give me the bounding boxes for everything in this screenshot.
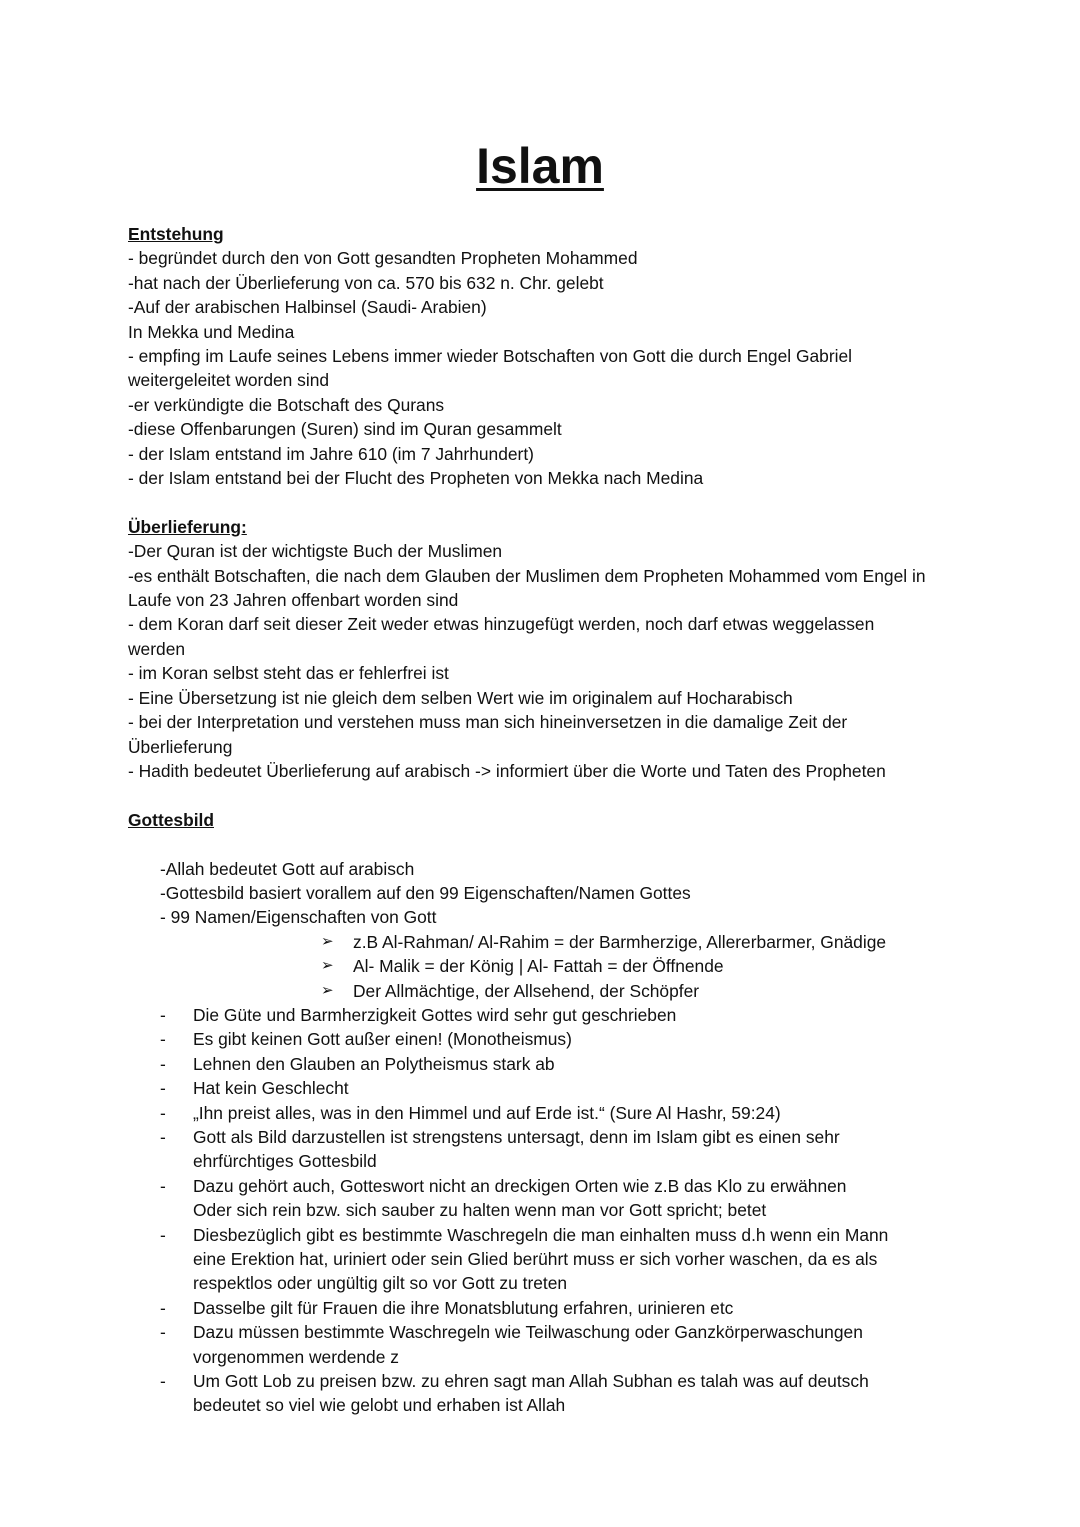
- text-line: -hat nach der Überlieferung von ca. 570 bis 632 n. Chr. gelebt: [128, 272, 604, 293]
- dash-list-text: Die Güte und Barmherzigkeit Gottes wird sehr gut geschrieben: [193, 1004, 677, 1025]
- dash-list-item: [128, 1076, 958, 1100]
- dash-list-text: Es gibt keinen Gott außer einen! (Monotheismus): [193, 1029, 572, 1050]
- document-body: [128, 222, 958, 1442]
- dash-bullet: -: [160, 1322, 166, 1343]
- arrow-list-text: Der Allmächtige, der Allsehend, der Schöpfer: [353, 980, 700, 1001]
- dash-list-text: Gott als Bild darzustellen ist strengstens untersagt, denn im Islam gibt es einen sehr ehrfürchtiges Gottesbild: [193, 1126, 840, 1172]
- dash-list-text: „Ihn preist alles, was in den Himmel und auf Erde ist.“ (Sure Al Hashr, 59:24): [193, 1102, 781, 1123]
- arrow-list-item: [128, 979, 958, 1003]
- text-line: - im Koran selbst steht das er fehlerfrei ist: [128, 663, 449, 684]
- dash-bullet: -: [160, 1297, 166, 1318]
- text-line: -diese Offenbarungen (Suren) sind im Quran gesammelt: [128, 419, 562, 440]
- text-line: -Der Quran ist der wichtigste Buch der Muslimen: [128, 541, 503, 562]
- dash-list-item: [128, 1027, 958, 1051]
- dash-list-item: [128, 1101, 958, 1125]
- dash-bullet: -: [160, 1102, 166, 1123]
- dash-list-text: Dazu gehört auch, Gotteswort nicht an dreckigen Orten wie z.B das Klo zu erwähnen Oder sich rein bzw. sich sauber zu halten wenn man vor Gott spricht; betet: [193, 1175, 847, 1221]
- text-line: - Hadith bedeutet Überlieferung auf arabisch -> informiert über die Worte und Taten des Propheten: [128, 760, 886, 781]
- arrow-bullet-icon: ➢: [321, 957, 334, 975]
- dash-bullet: -: [160, 1126, 166, 1147]
- page-title-text: Islam: [476, 138, 604, 194]
- dash-list-text: Dasselbe gilt für Frauen die ihre Monatsblutung erfahren, urinieren etc: [193, 1297, 734, 1318]
- dash-list-text: Um Gott Lob zu preisen bzw. zu ehren sagt man Allah Subhan es talah was auf deutsch bedeutet so viel wie gelobt und erhaben ist Allah: [193, 1371, 869, 1416]
- text-line: - begründet durch den von Gott gesandten Propheten Mohammed: [128, 248, 638, 269]
- dash-list-item: [128, 1125, 873, 1174]
- dash-bullet: -: [160, 1004, 166, 1025]
- arrow-bullet-icon: ➢: [321, 932, 334, 950]
- dash-list-item: [128, 1296, 958, 1320]
- arrow-list-text: z.B Al-Rahman/ Al-Rahim = der Barmherzige, Allererbarmer, Gnädige: [353, 931, 887, 952]
- dash-bullet: -: [160, 1175, 166, 1196]
- text-line: -Allah bedeutet Gott auf arabisch: [160, 858, 415, 879]
- text-line: -Auf der arabischen Halbinsel (Saudi- Arabien): [128, 297, 487, 318]
- text-line: - bei der Interpretation und verstehen muss man sich hineinversetzen in die damalige Zeit der Überlieferung: [128, 712, 848, 757]
- dash-list-item: [128, 1369, 898, 1418]
- dash-list-item: [128, 1052, 958, 1076]
- dash-list-text: Dazu müssen bestimmte Waschregeln wie Teilwaschung oder Ganzkörperwaschungen vorgenommen werdende z: [193, 1322, 863, 1367]
- text-line: - 99 Namen/Eigenschaften von Gott: [160, 907, 437, 928]
- text-line: -Gottesbild basiert vorallem auf den 99 Eigenschaften/Namen Gottes: [160, 882, 691, 903]
- text-line: In Mekka und Medina: [128, 321, 295, 342]
- dash-bullet: -: [160, 1371, 166, 1392]
- section-entstehung: [128, 222, 958, 490]
- arrow-list-text: Al- Malik = der König | Al- Fattah = der Öffnende: [353, 956, 724, 977]
- dash-list-item: [128, 1320, 898, 1369]
- arrow-list-item: [128, 954, 958, 978]
- section-heading: Überlieferung:: [128, 516, 247, 537]
- dash-list-item: [128, 1003, 958, 1027]
- section-heading: Gottesbild: [128, 809, 214, 830]
- text-line: - dem Koran darf seit dieser Zeit weder etwas hinzugefügt werden, noch darf etwas weggelassen werden: [128, 614, 875, 659]
- dash-bullet: -: [160, 1224, 166, 1245]
- page-title: [0, 136, 1080, 196]
- dash-list-item: [128, 1174, 883, 1223]
- text-line: - der Islam entstand im Jahre 610 (im 7 Jahrhundert): [128, 443, 534, 464]
- dash-bullet: -: [160, 1029, 166, 1050]
- arrow-bullet-icon: ➢: [321, 981, 334, 999]
- text-line: -es enthält Botschaften, die nach dem Glauben der Muslimen dem Propheten Mohammed vom Engel in Laufe von 23 Jahren offenbart worden sind: [128, 565, 926, 611]
- dash-list-text: Hat kein Geschlecht: [193, 1078, 349, 1099]
- text-line: - empfing im Laufe seines Lebens immer wieder Botschaften von Gott die durch Engel Gabriel weitergeleitet worden sind: [128, 346, 853, 391]
- dash-bullet: -: [160, 1053, 166, 1074]
- arrow-list-item: [128, 930, 958, 954]
- section-heading: Entstehung: [128, 224, 224, 244]
- dash-list-item: [128, 1223, 925, 1296]
- section-ueberlieferung: [128, 515, 958, 783]
- dash-list-text: Diesbezüglich gibt es bestimmte Waschregeln die man einhalten muss d.h wenn ein Mann eine Erektion hat, uriniert oder sein Glied berührt muss er sich vorher waschen, da es als respektlos oder ungültig gilt so vor Gott zu treten: [193, 1224, 889, 1294]
- dash-list-text: Lehnen den Glauben an Polytheismus stark ab: [193, 1053, 555, 1074]
- section-gottesbild: [128, 808, 958, 1418]
- text-line: - Eine Übersetzung ist nie gleich dem selben Wert wie im originalem auf Hocharabisch: [128, 687, 793, 708]
- text-line: - der Islam entstand bei der Flucht des Propheten von Mekka nach Medina: [128, 468, 704, 489]
- text-line: -er verkündigte die Botschaft des Qurans: [128, 394, 445, 415]
- dash-bullet: -: [160, 1078, 166, 1099]
- spacer: [128, 832, 958, 856]
